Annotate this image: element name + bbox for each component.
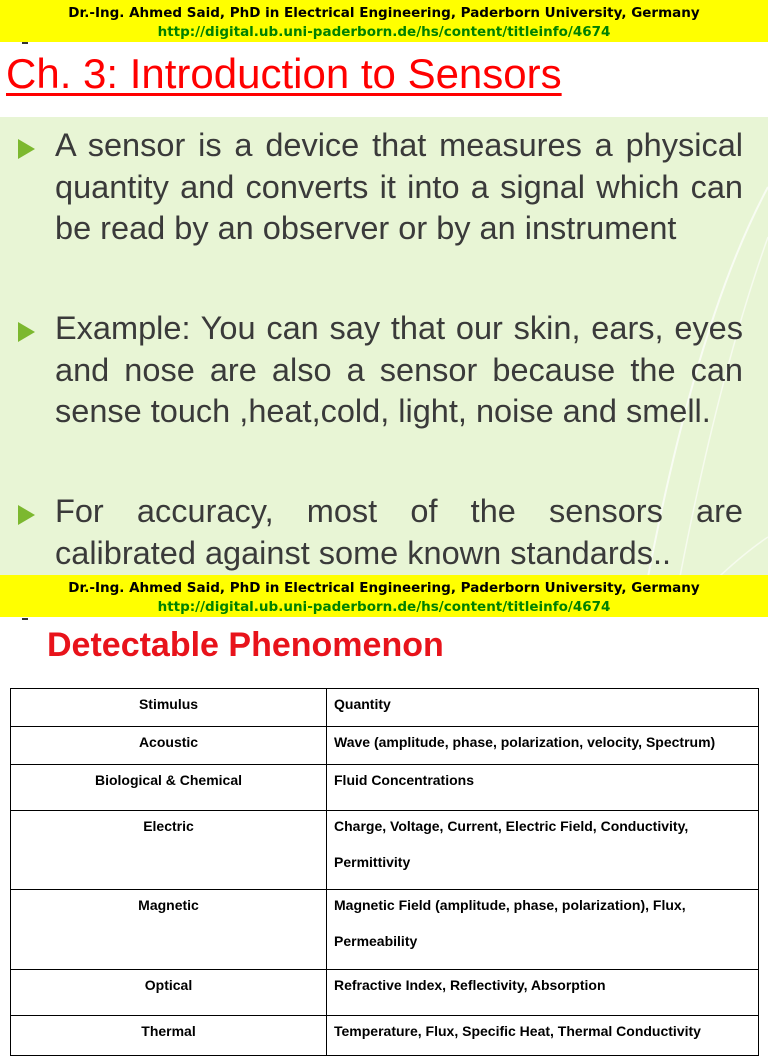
- table-row: [11, 970, 759, 1016]
- table-row: [11, 890, 759, 970]
- divider-mark: [22, 42, 28, 44]
- stimulus-cell: Thermal: [11, 1016, 327, 1056]
- slide-content: [0, 117, 768, 575]
- quantity-cell: Temperature, Flux, Specific Heat, Thermal Conductivity: [327, 1016, 759, 1056]
- triangle-bullet-icon: [18, 139, 35, 159]
- header-banner-bottom: [0, 575, 768, 617]
- bullet-text: A sensor is a device that measures a physical quantity and converts it into a signal which can be read by an observer or by an instrument: [55, 127, 743, 246]
- divider-mark: [22, 618, 28, 620]
- quantity-line-2: Permeability: [334, 933, 418, 949]
- source-url[interactable]: http://digital.ub.uni-paderborn.de/hs/content/titleinfo/4674: [157, 599, 611, 615]
- header-stimulus: Stimulus: [11, 689, 327, 727]
- quantity-cell: Fluid Concentrations: [327, 765, 759, 811]
- stimulus-cell: Magnetic: [11, 890, 327, 970]
- table-row: [11, 811, 759, 890]
- quantity-cell: [327, 890, 759, 970]
- triangle-bullet-icon: [18, 322, 35, 342]
- quantity-cell: [327, 811, 759, 890]
- stimulus-cell: Biological & Chemical: [11, 765, 327, 811]
- author-credit: Dr.-Ing. Ahmed Said, PhD in Electrical Engineering, Paderborn University, Germany: [68, 580, 700, 596]
- phenomenon-table: [10, 688, 759, 1056]
- header-quantity: Quantity: [327, 689, 759, 727]
- bullet-text: For accuracy, most of the sensors are calibrated against some known standards..: [55, 493, 743, 571]
- slide-title: Ch. 3: Introduction to Sensors: [6, 50, 562, 97]
- table-header-row: [11, 689, 759, 727]
- quantity-cell: Wave (amplitude, phase, polarization, velocity, Spectrum): [327, 727, 759, 765]
- quantity-line: Charge, Voltage, Current, Electric Field, Conductivity,: [334, 818, 689, 834]
- table-row: [11, 765, 759, 811]
- section-heading: Detectable Phenomenon: [47, 626, 444, 664]
- table-row: [11, 1016, 759, 1056]
- bullet-text: Example: You can say that our skin, ears, eyes and nose are also a sensor because the can sense touch ,heat,cold, light, noise and smell.: [55, 310, 743, 429]
- header-banner-top: [0, 0, 768, 42]
- table-row: [11, 727, 759, 765]
- stimulus-cell: Acoustic: [11, 727, 327, 765]
- quantity-line-2: Permittivity: [334, 854, 411, 870]
- triangle-bullet-icon: [18, 505, 35, 525]
- quantity-line: Magnetic Field (amplitude, phase, polarization), Flux,: [334, 897, 686, 913]
- stimulus-cell: Optical: [11, 970, 327, 1016]
- author-credit: Dr.-Ing. Ahmed Said, PhD in Electrical Engineering, Paderborn University, Germany: [68, 5, 700, 21]
- quantity-cell: Refractive Index, Reflectivity, Absorption: [327, 970, 759, 1016]
- source-url[interactable]: http://digital.ub.uni-paderborn.de/hs/content/titleinfo/4674: [157, 24, 611, 40]
- stimulus-cell: Electric: [11, 811, 327, 890]
